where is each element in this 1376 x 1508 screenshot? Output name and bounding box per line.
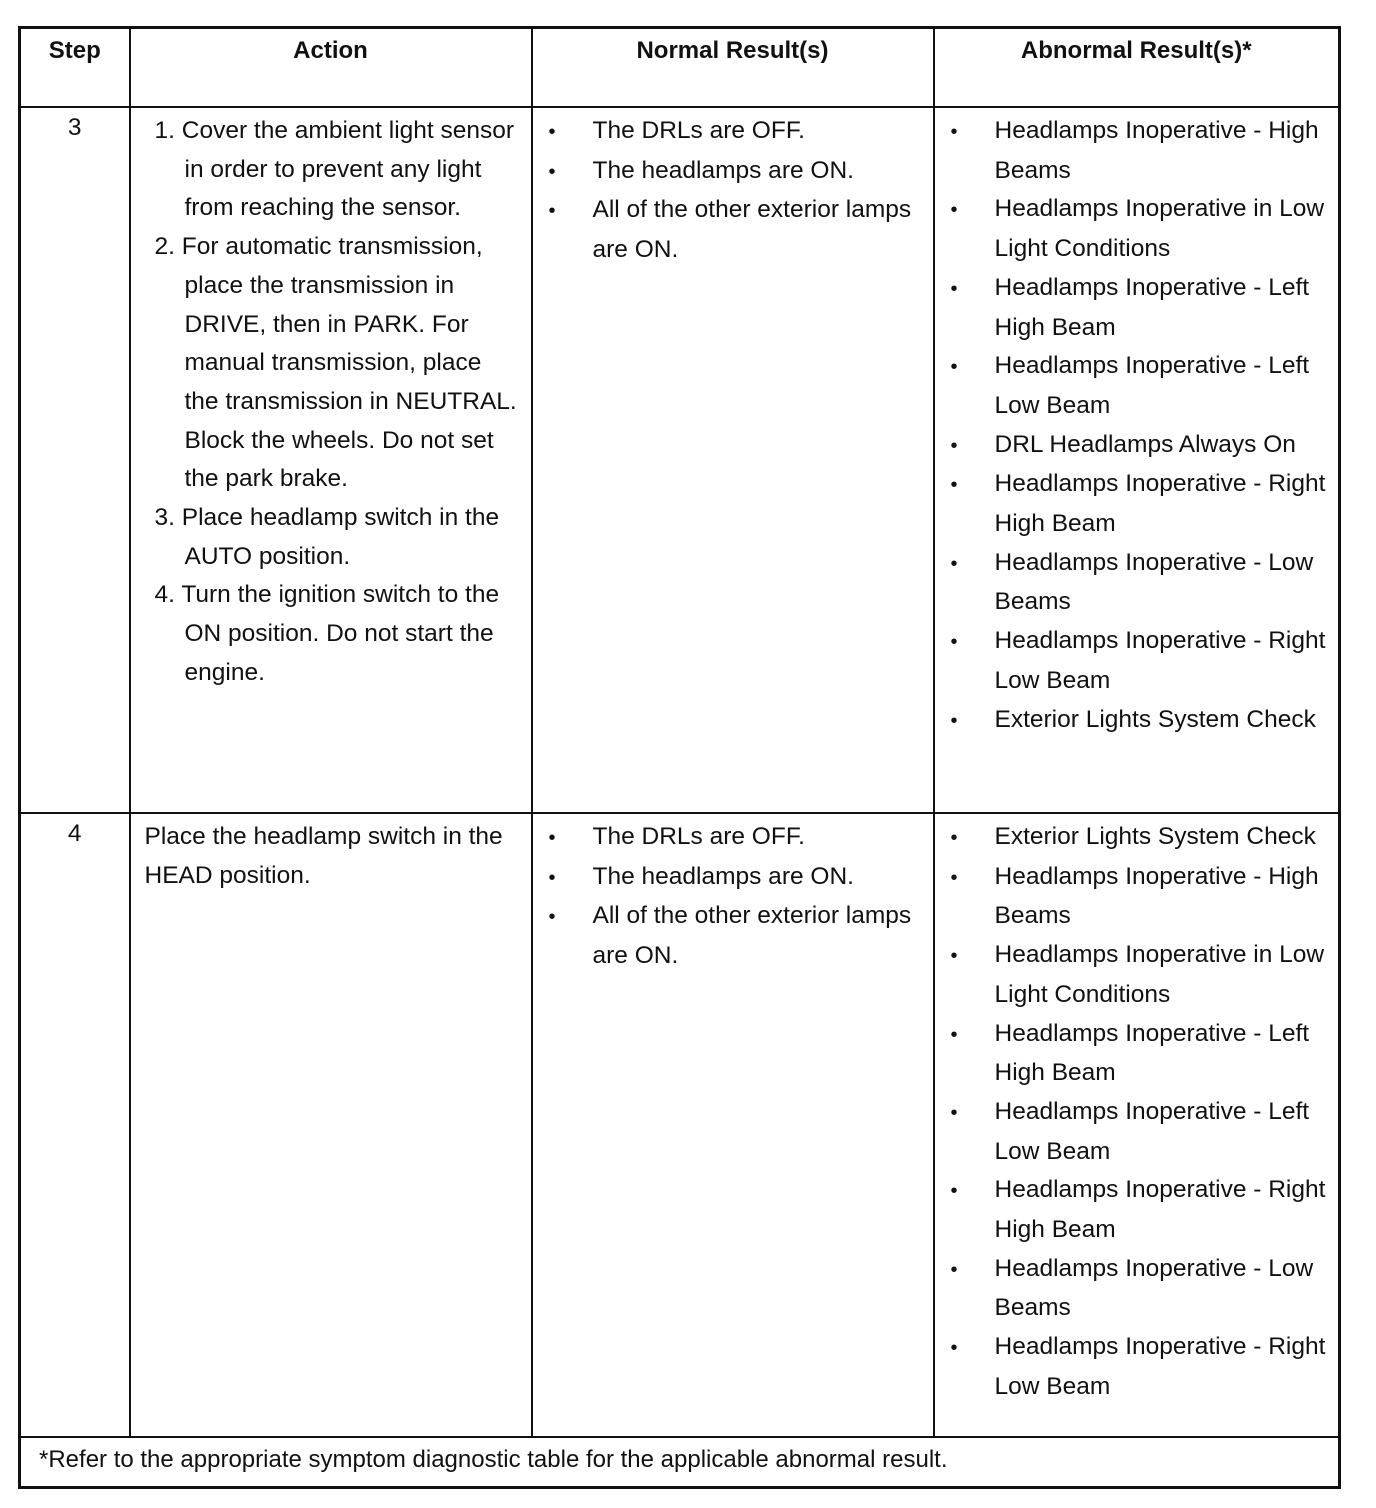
action-step: Cover the ambient light sensor in order to prevent any light from reaching the sensor.	[181, 117, 515, 222]
step-number: 4	[20, 813, 130, 1437]
action-cell	[130, 107, 532, 813]
normal-results-cell	[532, 107, 934, 813]
step-number: 3	[20, 107, 130, 813]
abnormal-result-item: • Headlamps Inoperative - Right Low Beam	[941, 622, 1331, 700]
normal-result-item: • The headlamps are ON.	[539, 152, 925, 192]
abnormal-result-item: • Headlamps Inoperative - Left Low Beam	[941, 347, 1331, 425]
normal-results-list	[539, 112, 925, 270]
normal-result-item: • The DRLs are OFF.	[539, 112, 925, 152]
abnormal-result-item: • Headlamps Inoperative - Right High Beam	[941, 465, 1331, 543]
abnormal-result-item: • Headlamps Inoperative - Low Beams	[941, 544, 1331, 622]
abnormal-result-item: • DRL Headlamps Always On	[941, 426, 1331, 466]
abnormal-result-item: • Headlamps Inoperative - Low Beams	[941, 1250, 1331, 1328]
footnote-row	[20, 1437, 1340, 1488]
abnormal-result-item: • Headlamps Inoperative - High Beams	[941, 112, 1331, 190]
normal-results-list	[539, 818, 925, 976]
abnormal-result-item: • Headlamps Inoperative - Right High Beam	[941, 1171, 1331, 1249]
normal-result-item: • All of the other exterior lamps are ON.	[539, 897, 925, 975]
header-action: Action	[130, 28, 532, 108]
abnormal-results-cell	[934, 813, 1340, 1437]
abnormal-result-item: • Headlamps Inoperative - Left High Beam	[941, 1015, 1331, 1093]
abnormal-result-item: • Headlamps Inoperative in Low Light Conditions	[941, 190, 1331, 268]
abnormal-result-item: • Headlamps Inoperative - Left Low Beam	[941, 1093, 1331, 1171]
abnormal-results-list	[941, 818, 1331, 1407]
abnormal-result-item: • Exterior Lights System Check	[941, 818, 1331, 858]
table-row-step-4	[20, 813, 1340, 1437]
normal-result-item: • The headlamps are ON.	[539, 858, 925, 898]
header-row	[20, 28, 1340, 108]
abnormal-result-item: • Exterior Lights System Check	[941, 701, 1331, 741]
action-cell: Place the headlamp switch in the HEAD position.	[130, 813, 532, 1437]
header-normal-results: Normal Result(s)	[532, 28, 934, 108]
header-step: Step	[20, 28, 130, 108]
abnormal-results-cell	[934, 107, 1340, 813]
abnormal-result-item: • Headlamps Inoperative - High Beams	[941, 858, 1331, 936]
action-step: For automatic transmission, place the transmission in DRIVE, then in PARK. For manual transmission, place the transmission in NEUTRAL. Block the wheels. Do not set the park brake.	[181, 233, 517, 493]
abnormal-result-item: • Headlamps Inoperative - Right Low Beam	[941, 1328, 1331, 1406]
table-row-step-3	[20, 107, 1340, 813]
abnormal-results-list	[941, 112, 1331, 740]
action-steps-list	[145, 112, 521, 693]
normal-results-cell	[532, 813, 934, 1437]
action-step: Place headlamp switch in the AUTO position.	[181, 504, 500, 570]
abnormal-result-item: • Headlamps Inoperative in Low Light Conditions	[941, 936, 1331, 1014]
normal-result-item: • The DRLs are OFF.	[539, 818, 925, 858]
abnormal-result-item: • Headlamps Inoperative - Left High Beam	[941, 269, 1331, 347]
normal-result-item: • All of the other exterior lamps are ON.	[539, 191, 925, 269]
footnote: *Refer to the appropriate symptom diagnostic table for the applicable abnormal result.	[20, 1437, 1340, 1488]
diagnostic-table	[18, 26, 1341, 1489]
action-step: Turn the ignition switch to the ON position. Do not start the engine.	[181, 581, 500, 686]
header-abnormal-results: Abnormal Result(s)*	[934, 28, 1340, 108]
